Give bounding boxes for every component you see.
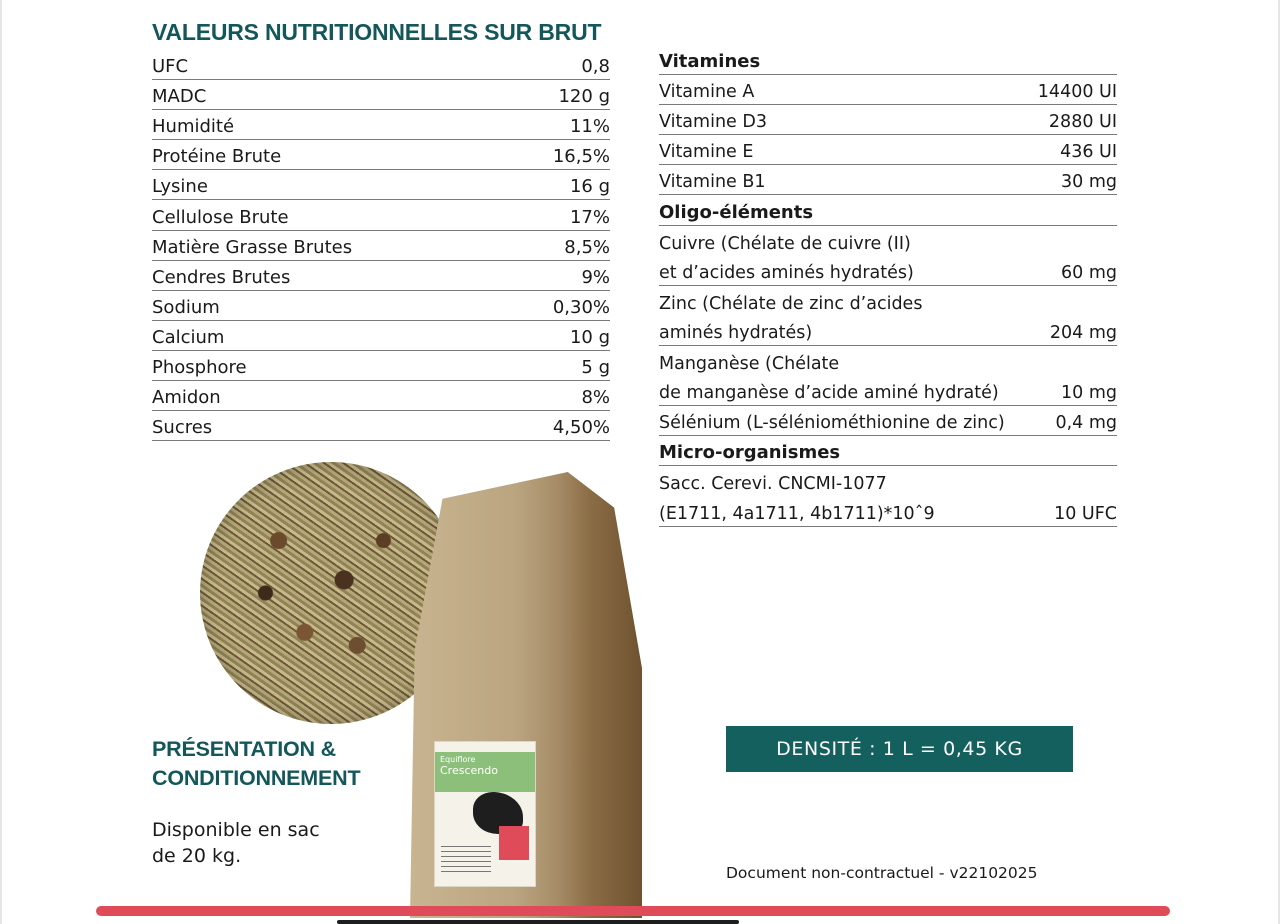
row-label: Sacc. Cerevi. CNCMI-1077 — [659, 474, 887, 495]
table-row — [659, 105, 1117, 135]
table-row-line1 — [659, 286, 1117, 316]
row-label: Phosphore — [152, 357, 247, 379]
row-value: 8,5% — [564, 236, 610, 258]
decorative-dark-bar — [337, 920, 739, 924]
row-label: Sucres — [152, 417, 213, 439]
table-row — [152, 261, 610, 291]
row-value: 9% — [581, 266, 610, 288]
row-label: Manganèse (Chélate — [659, 354, 840, 375]
row-label: Cendres Brutes — [152, 266, 291, 288]
bag-label — [434, 741, 536, 887]
row-label: Cuivre (Chélate de cuivre (II) — [659, 233, 911, 254]
additives-table — [659, 45, 1117, 527]
table-row — [659, 165, 1117, 195]
row-value: 11% — [569, 116, 610, 138]
row-value: 0,8 — [581, 56, 610, 78]
presentation-title-line: PRÉSENTATION & — [152, 737, 336, 761]
row-label: Vitamine E — [659, 142, 754, 163]
row-value: 17% — [569, 206, 610, 228]
row-label: Humidité — [152, 116, 235, 138]
footer-note: Document non-contractuel - v22102025 — [726, 864, 1038, 882]
row-label: Amidon — [152, 387, 221, 409]
table-row — [659, 406, 1117, 436]
section-heading: Oligo-éléments — [659, 201, 814, 223]
presentation-title-line: CONDITIONNEMENT — [152, 766, 361, 790]
bag-label-red-panel — [499, 826, 529, 860]
table-row — [152, 140, 610, 170]
row-label: Vitamine B1 — [659, 172, 766, 193]
row-label: Sodium — [152, 296, 220, 318]
table-row — [152, 110, 610, 140]
row-value: 10 g — [569, 326, 610, 348]
row-value: 30 mg — [1061, 172, 1117, 193]
row-label: Zinc (Chélate de zinc d’acides — [659, 293, 923, 314]
vitamins-heading — [659, 45, 1117, 75]
table-row-line1 — [659, 226, 1117, 256]
row-label: Matière Grasse Brutes — [152, 236, 353, 258]
row-label: UFC — [152, 56, 189, 78]
nutrition-title: VALEURS NUTRITIONNELLES SUR BRUT — [152, 19, 602, 45]
table-row — [659, 316, 1117, 346]
row-label: Vitamine D3 — [659, 112, 767, 133]
table-row — [152, 50, 610, 80]
density-banner: DENSITÉ : 1 L = 0,45 KG — [726, 726, 1073, 772]
presentation-text — [152, 817, 320, 869]
table-row — [152, 411, 610, 441]
row-value: 60 mg — [1061, 262, 1117, 283]
row-value: 0,4 mg — [1055, 413, 1117, 434]
table-row — [152, 381, 610, 411]
table-row — [659, 256, 1117, 286]
row-value: 16,5% — [552, 146, 610, 168]
row-value: 4,50% — [552, 417, 610, 439]
bag-label-header — [435, 752, 535, 792]
table-row — [659, 376, 1117, 406]
row-label: et d’acides aminés hydratés) — [659, 262, 914, 283]
row-value: 5 g — [581, 357, 610, 379]
presentation-text-line: de 20 kg. — [152, 845, 242, 867]
page-edge-left — [0, 0, 2, 924]
table-row — [659, 496, 1117, 526]
row-label: Cellulose Brute — [152, 206, 289, 228]
section-heading: Micro-organismes — [659, 442, 841, 464]
table-row — [659, 135, 1117, 165]
section-heading: Vitamines — [659, 51, 761, 73]
row-value: 14400 UI — [1037, 82, 1117, 103]
row-value: 8% — [581, 387, 610, 409]
row-label: Sélénium (L-séléniométhionine de zinc) — [659, 413, 1005, 434]
table-row — [659, 75, 1117, 105]
row-value: 16 g — [569, 176, 610, 198]
row-value: 120 g — [558, 86, 610, 108]
row-value: 10 UFC — [1054, 503, 1117, 524]
row-value: 2880 UI — [1048, 112, 1117, 133]
table-row — [152, 291, 610, 321]
presentation-title — [152, 735, 360, 793]
table-row — [152, 170, 610, 200]
bag-brand: Equiflore — [440, 755, 476, 764]
table-row — [152, 200, 610, 230]
table-row — [152, 80, 610, 110]
trace-elements-heading — [659, 195, 1117, 225]
decorative-red-bar — [96, 906, 1170, 916]
table-row — [152, 231, 610, 261]
bag-label-text-lines — [441, 846, 491, 872]
row-label: MADC — [152, 86, 207, 108]
row-label: Vitamine A — [659, 82, 755, 103]
row-value: 10 mg — [1061, 383, 1117, 404]
table-row — [152, 321, 610, 351]
bag-product-name: Crescendo — [440, 764, 498, 777]
row-label: Calcium — [152, 326, 225, 348]
table-row-line1 — [659, 466, 1117, 496]
row-value: 204 mg — [1049, 322, 1117, 343]
row-label: aminés hydratés) — [659, 322, 813, 343]
micro-organisms-heading — [659, 436, 1117, 466]
row-label: (E1711, 4a1711, 4b1711)*10ˆ9 — [659, 503, 935, 524]
row-label: Protéine Brute — [152, 146, 282, 168]
row-label: Lysine — [152, 176, 208, 198]
row-value: 0,30% — [552, 296, 610, 318]
table-row-line1 — [659, 346, 1117, 376]
table-row — [152, 351, 610, 381]
nutrition-table — [152, 50, 610, 441]
row-label: de manganèse d’acide aminé hydraté) — [659, 383, 999, 404]
presentation-text-line: Disponible en sac — [152, 819, 320, 841]
row-value: 436 UI — [1060, 142, 1117, 163]
